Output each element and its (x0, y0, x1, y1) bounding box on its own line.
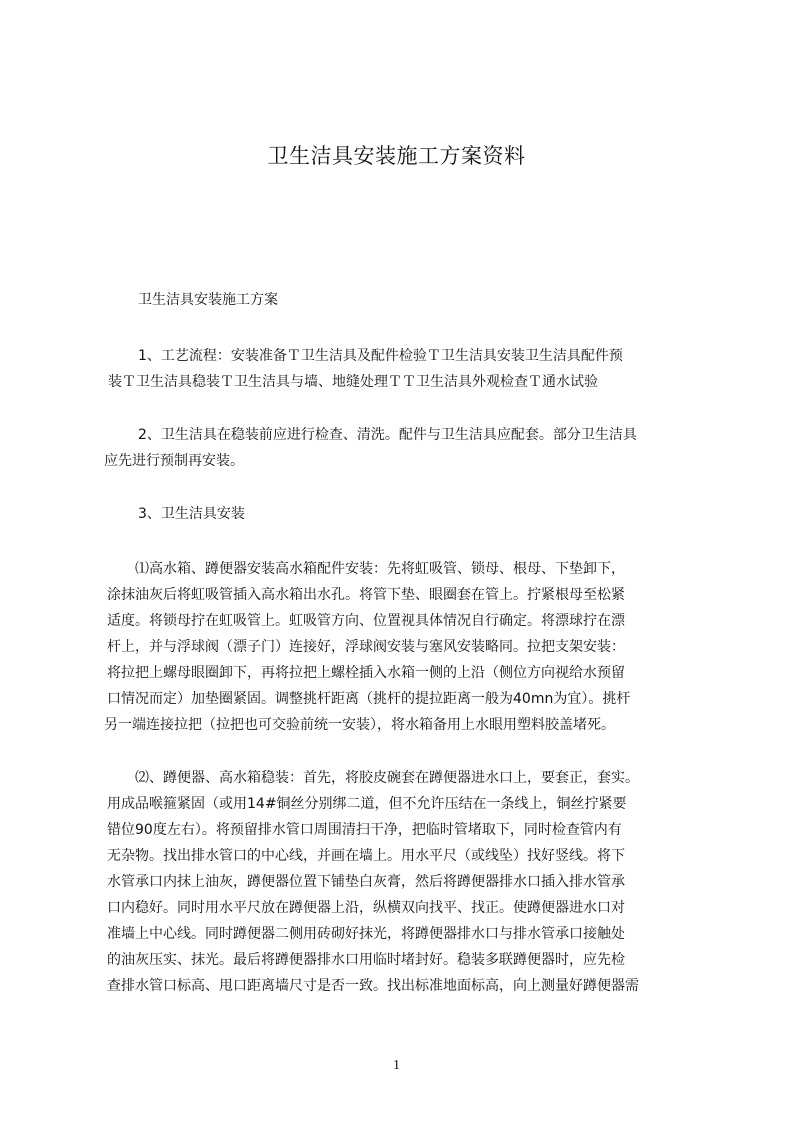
section2-line: 2、卫生洁具在稳装前应进行检查、清洗。配件与卫生洁具应配套。部分卫生洁具 (138, 427, 637, 443)
para2-line: 水管承口内抹上油灰，蹲便器位置下铺垫白灰膏，然后将蹲便器排水口插入排水管承 (107, 874, 625, 890)
para2-line: 用成品喉箍紧固（或用14#铜丝分别绑二道，但不允许压结在一条线上，铜丝拧紧要 (107, 796, 627, 812)
para1-line: 适度。将锁母拧在虹吸管上。虹吸管方向、位置视具体情况自行确定。将漂球拧在漂 (107, 613, 625, 629)
para2-line: 的油灰压实、抹光。最后将蹲便器排水口用临时堵封好。稳装多联蹲便器时，应先检 (107, 952, 625, 968)
para1-line: 将拉把上螺母眼圈卸下，再将拉把上螺栓插入水箱一侧的上沿（侧位方向视给水预留 (107, 665, 625, 681)
para1-line: 涂抹油灰后将虹吸管插入高水箱出水孔。将管下垫、眼圈套在管上。拧紧根母至松紧 (107, 587, 625, 603)
document-subtitle: 卫生洁具安装施工方案 (138, 292, 278, 308)
para1-line: 杆上，并与浮球阀（漂子门）连接好，浮球阀安装与塞风安装略同。拉把支架安装： (107, 639, 625, 655)
section1-line: 装Ｔ卫生洁具稳装Ｔ卫生洁具与墙、地缝处理ＴＴ卫生洁具外观检查Ｔ通水试验 (108, 374, 598, 390)
para2-line: 查排水管口标高、甩口距离墙尺寸是否一致。找出标准地面标高，向上测量好蹲便器需 (107, 978, 639, 994)
para1-line: 口情况而定）加垫圈紧固。调整挑杆距离（挑杆的提拉距离一般为40mn为宜）。挑杆 (107, 691, 631, 707)
page-number: 1 (393, 1058, 400, 1073)
para2-line: 口内稳好。同时用水平尺放在蹲便器上沿，纵横双向找平、找正。使蹲便器进水口对 (107, 900, 625, 916)
section3-heading: 3、卫生洁具安装 (138, 506, 245, 522)
para2-line: 准墙上中心线。同时蹲便器二侧用砖砌好抹光，将蹲便器排水口与排水管承口接触处 (107, 926, 625, 942)
para2-line: ⑵、蹲便器、高水箱稳装：首先，将胶皮碗套在蹲便器进水口上，要套正，套实。 (135, 770, 639, 786)
section1-line: 1、工艺流程：安装准备Ｔ卫生洁具及配件检验Ｔ卫生洁具安装卫生洁具配件预 (138, 348, 623, 364)
document-title: 卫生洁具安装施工方案资料 (267, 144, 526, 168)
section2-line: 应先进行预制再安装。 (104, 453, 244, 469)
para2-line: 无杂物。找出排水管口的中心线，并画在墙上。用水平尺（或线坠）找好竖线。将下 (107, 848, 625, 864)
para1-line: ⑴高水箱、蹲便器安装高水箱配件安装：先将虹吸管、锁母、根母、下垫卸下， (135, 561, 625, 577)
para1-line: 另一端连接拉把（拉把也可交验前统一安装），将水箱备用上水眼用塑料胶盖堵死。 (104, 717, 615, 733)
para2-line: 错位90度左右）。将预留排水管口周围清扫干净，把临时管堵取下，同时检查管内有 (107, 822, 622, 838)
